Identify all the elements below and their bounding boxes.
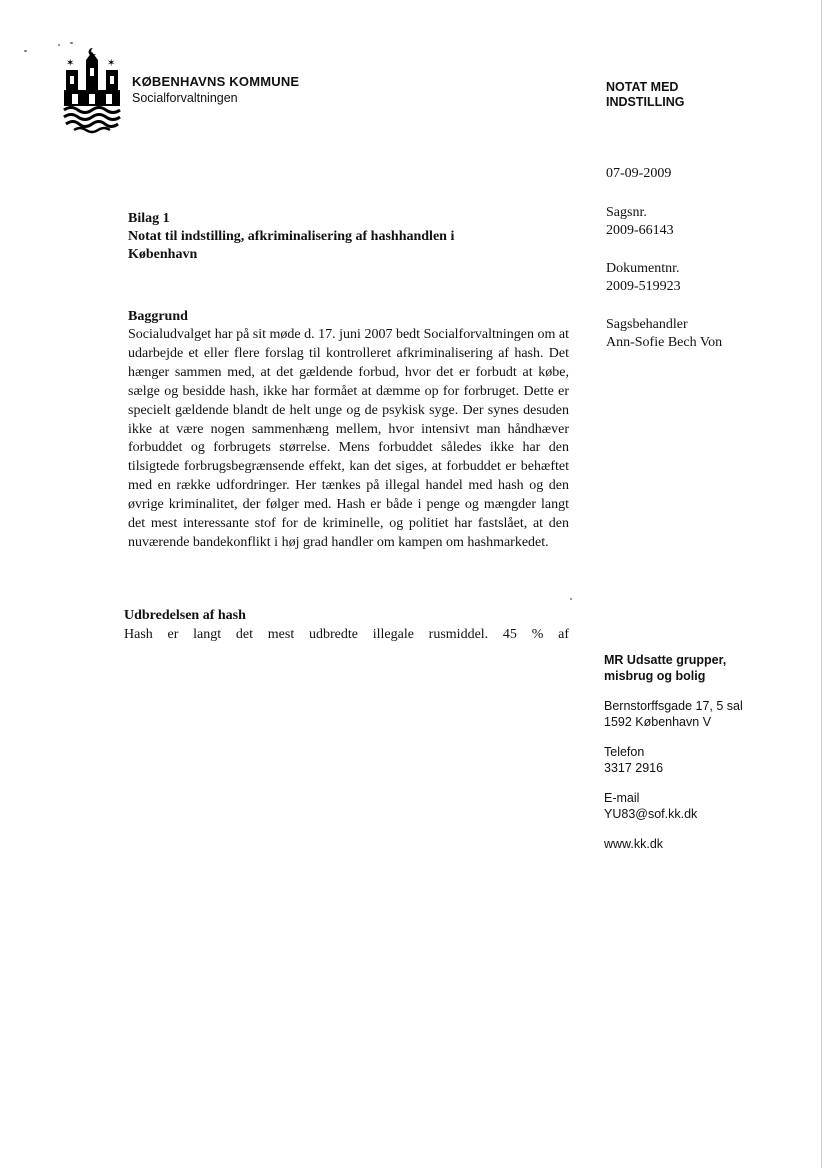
scan-speck	[24, 50, 27, 52]
address-block	[604, 698, 743, 730]
organization-name: KØBENHAVNS KOMMUNE	[132, 74, 300, 89]
paragraph-udbredelse: Hash er langt det mest udbredte illegale rusmiddel. 45 % af	[124, 627, 569, 642]
copenhagen-coat-of-arms-icon	[60, 44, 124, 134]
website: www.kk.dk	[604, 837, 664, 851]
phone-value: 3317 2916	[604, 761, 664, 775]
document-type	[606, 80, 756, 110]
scan-speck	[570, 598, 572, 600]
case-officer-value: Ann-Sofie Bech Von	[606, 335, 723, 350]
email-block	[604, 790, 697, 822]
unit-name-line1: MR Udsatte grupper,	[604, 653, 727, 667]
section-heading-baggrund: Baggrund	[128, 309, 188, 324]
document-body	[128, 210, 569, 553]
document-number-value: 2009-519923	[606, 279, 681, 294]
document-number-label: Dokumentnr.	[606, 261, 680, 276]
case-number-value: 2009-66143	[606, 223, 674, 238]
document-type-line1: NOTAT MED	[606, 80, 679, 94]
case-officer-block	[606, 316, 722, 352]
address-line2: 1592 København V	[604, 715, 712, 729]
phone-label: Telefon	[604, 745, 645, 759]
case-officer-label: Sagsbehandler	[606, 317, 688, 332]
organization-department: Socialforvaltningen	[132, 91, 238, 105]
unit-name-line2: misbrug og bolig	[604, 669, 706, 683]
email-label: E-mail	[604, 791, 640, 805]
case-number-label: Sagsnr.	[606, 205, 647, 220]
document-date: 07-09-2009	[606, 166, 672, 181]
document-title-line2: København	[128, 247, 198, 262]
scan-page-edge	[821, 0, 822, 1168]
scan-speck	[70, 42, 73, 44]
paragraph-baggrund: Socialudvalget har på sit møde d. 17. juni 2007 bedt Socialforvaltningen om at udarbejde et eller flere forslag til kontrolleret afkriminalisering af hash. Det hænger sammen med, at det gældende forbud, hvor det er forbudt at købe, sælge og besidde hash, ikke har formået at dæmme op for forbruget. Dette er specielt gældende blandt de helt unge og de psykisk syge. Der synes desuden ikke at være nogen sammenhæng mellem, hvor intensivt man håndhæver forbuddet og forbrugets størrelse. Mens forbuddet således ikke har den tilsigtede forbrugsbegrænsende effekt, kan det siges, at forbuddet er behæftet med en række udfordringer. Her tænkes på illegal handel med hash og den øvrige kriminalitet, der følger med. Hash er både i penge og mængder langt det mest interessante stof for de kriminelle, og politiet har fastslået, at den nuværende bandekonflikt i høj grad handler om kampen om hashmarkedet.	[128, 327, 569, 550]
scan-speck	[58, 44, 60, 46]
address-line1: Bernstorffsgade 17, 5 sal	[604, 699, 743, 713]
document-type-line2: INDSTILLING	[606, 95, 685, 109]
appendix-label: Bilag 1	[128, 211, 170, 226]
document-number-block	[606, 260, 681, 296]
unit-name	[604, 652, 726, 684]
document-title-line1: Notat til indstilling, afkriminalisering af hashhandlen i	[128, 229, 455, 244]
organization-block	[132, 74, 299, 105]
svg-text:✶: ✶	[66, 58, 75, 69]
email-value: YU83@sof.kk.dk	[604, 807, 698, 821]
case-number-block	[606, 204, 674, 240]
svg-text:✶: ✶	[107, 58, 116, 69]
phone-block	[604, 744, 663, 776]
section-heading-udbredelse: Udbredelsen af hash	[124, 608, 246, 623]
